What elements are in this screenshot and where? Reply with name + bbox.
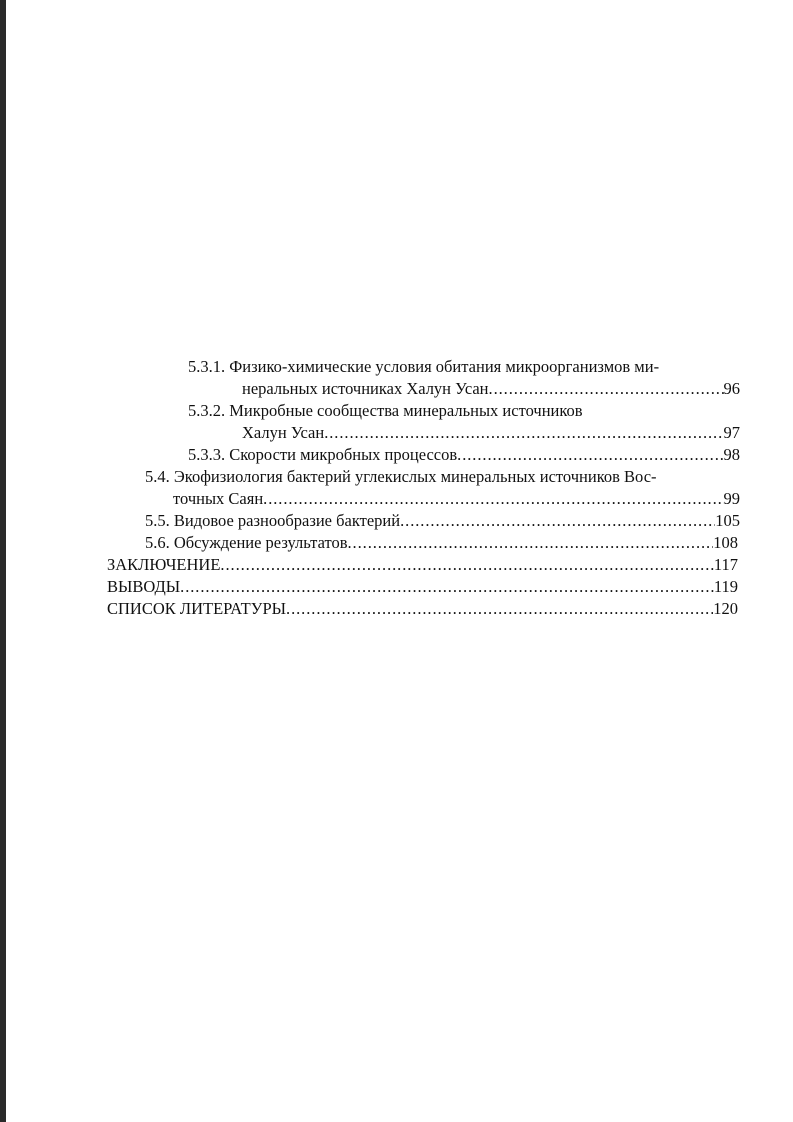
toc-entry-text: неральных источниках Халун Усан	[242, 379, 489, 398]
toc-entry-text: 5.5. Видовое разнообразие бактерий	[145, 511, 401, 530]
dot-leader	[489, 378, 724, 400]
toc-entry-text: 5.3.2. Микробные сообщества минеральных источников	[188, 401, 583, 420]
toc-entry-text: 5.6. Обсуждение результатов	[145, 533, 348, 552]
toc-entry-text: Халун Усан	[242, 423, 325, 442]
toc-entry-5-4[interactable]	[173, 488, 740, 510]
toc-page-number: 96	[723, 379, 740, 398]
toc-entry-conclusion[interactable]	[107, 554, 738, 576]
dot-leader	[457, 444, 723, 466]
toc-entry-findings[interactable]	[107, 576, 738, 598]
toc-entry-5-5[interactable]	[145, 510, 740, 532]
dot-leader	[286, 598, 713, 620]
toc-page-number: 98	[723, 445, 740, 464]
toc-entry-5-3-2[interactable]	[242, 422, 740, 444]
toc-page-number: 105	[715, 511, 740, 530]
dot-leader	[400, 510, 715, 532]
toc-entry-references[interactable]	[107, 598, 738, 620]
toc-entry-text: СПИСОК ЛИТЕРАТУРЫ	[107, 599, 287, 618]
toc-entry-5-6[interactable]	[145, 532, 738, 554]
toc-entry-5-3-1[interactable]	[242, 378, 740, 400]
toc-page-number: 119	[713, 577, 738, 596]
toc-page-number: 117	[713, 555, 738, 574]
toc-entry-text: точных Саян	[173, 489, 264, 508]
toc-entry-text: 5.3.3. Скорости микробных процессов	[188, 445, 458, 464]
dot-leader	[220, 554, 713, 576]
dot-leader	[263, 488, 723, 510]
toc-page-number: 97	[723, 423, 740, 442]
scan-edge	[0, 0, 6, 1122]
toc-entry-text: 5.3.1. Физико-химические условия обитания микроорганизмов ми-	[188, 357, 660, 376]
toc-page-number: 99	[723, 489, 740, 508]
dot-leader	[180, 576, 714, 598]
toc-entry-text: ЗАКЛЮЧЕНИЕ	[107, 555, 221, 574]
toc-entry-5-3-2-line1	[188, 400, 738, 422]
toc-entry-text: ВЫВОДЫ	[107, 577, 181, 596]
toc-page-number: 120	[713, 599, 738, 618]
toc-entry-5-4-line1	[145, 466, 740, 488]
toc-entry-text: 5.4. Экофизиология бактерий углекислых минеральных источников Вос-	[145, 467, 657, 486]
toc-page-number: 108	[713, 533, 738, 552]
toc-entry-5-3-3[interactable]	[188, 444, 740, 466]
dot-leader	[324, 422, 723, 444]
dot-leader	[348, 532, 714, 554]
toc-entry-5-3-1-line1	[188, 356, 738, 378]
